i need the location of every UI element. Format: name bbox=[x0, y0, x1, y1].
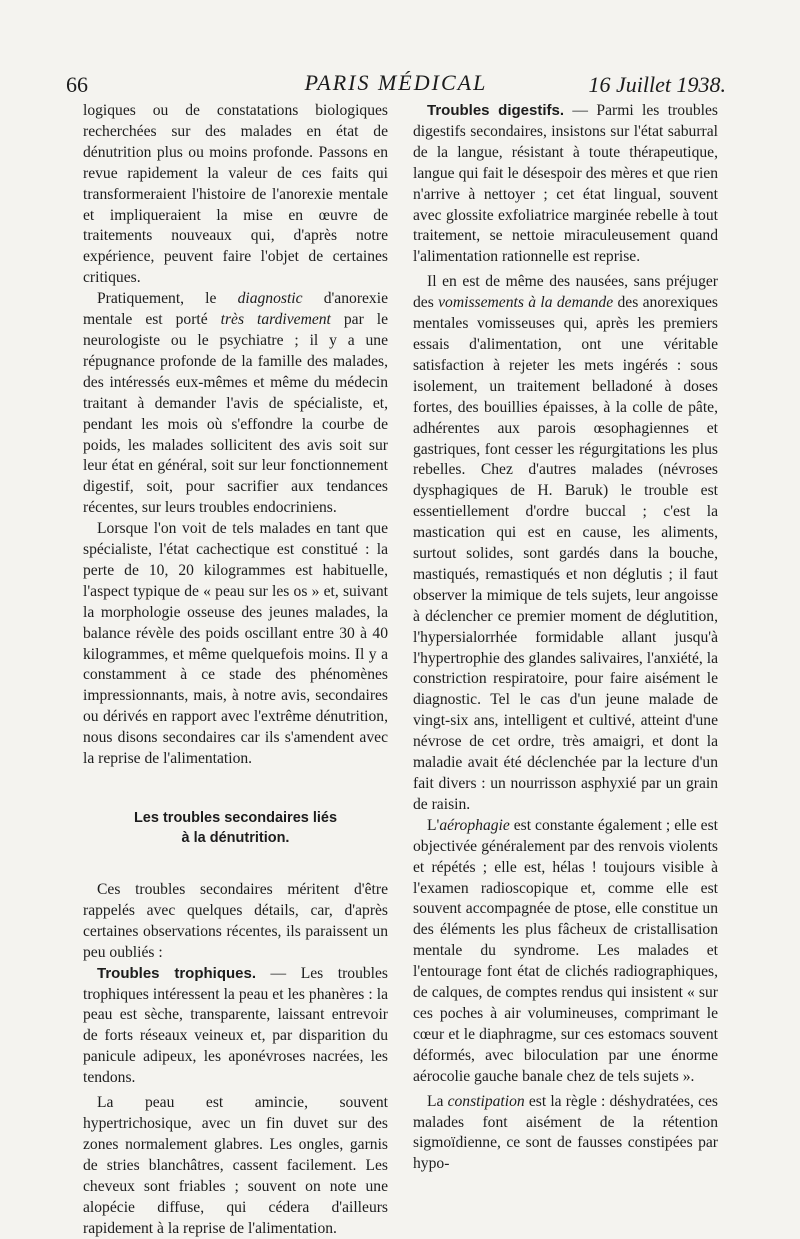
page-number: 66 bbox=[66, 72, 88, 97]
paragraph-vomissements: Il en est de même des nausées, sans préjuger des vomissements à la demande des anorexiques mentales vomisseuses qui, après les premiers essais d'alimentation, ont une véritable satisfaction à rejeter les mets ingérés : sous isolement, un traitement belladoné à doses fortes, des bouillies épaisses, à la colle de pâte, adhérentes aux parois œsophagiennes et gastriques, font cesser les régurgitations les plus rebelles. Chez d'autres malades (névroses dysphagiques de H. Baruk) le trouble est essentiellement d'ordre buccal ; c'est la mastication qui est en cause, les aliments, surtout solides, sont gardés dans la bouche, mastiqués, remastiqués et non déglutis ; il faut observer la mimique de tels sujets, leur angoisse à déclencher ce premier moment de déglutition, l'hypersialorrhée formidable allant jusqu'à l'hypertrophie des glandes salivaires, l'anxiété, la constriction respiratoire, pour faire aisément le diagnostic. Tel le cas d'un jeune malade de vingt-six ans, intelligent et cultivé, atteint d'une névrose de cet ordre, très amaigri, et dont la maladie avait été déclenchée par la lecture d'un fait divers : un nourrisson asphyxié par un grain de raisin. bbox=[413, 273, 718, 813]
paragraph-troubles-trophiques: Troubles trophiques. — Les troubles trophiques intéressent la peau et les phanères : la peau est sèche, transparente, laissant entrevoir de forts réseaux veineux et, par disparition du panicule adipeux, les aponévroses nacrées, les tendons. bbox=[83, 964, 388, 1087]
paragraph: Lorsque l'on voit de tels malades en tant que spécialiste, l'état cachectique est constitué : la perte de 10, 20 kilogrammes est habituelle, l'aspect typique de « peau sur les os » et, suivant la morphologie osseuse des jeunes malades, la balance révèle des poids oscillant entre 30 à 40 kilogrammes, et même quelquefois moins. Il y a constamment à ce stade des phénomènes impressionnants, mais, à notre avis, secondaires ou dérivés en rapport avec l'extrême dénutrition, nous disons secondaires car ils s'amendent avec la reprise de l'alimentation. bbox=[83, 520, 388, 768]
emphasis-tres-tardivement: très tardivement bbox=[220, 311, 331, 329]
section-heading: Les troubles secondaires liés à la dénutrition. bbox=[133, 810, 338, 846]
emphasis-diagnostic: diagnostic bbox=[237, 290, 303, 308]
run-in-heading: Troubles trophiques. bbox=[97, 964, 256, 982]
paragraph: logiques ou de constatations biologiques recherchées sur des malades en état de dénutrition plus ou moins profonde. Passons en revue rapidement la valeur de ces faits qui transformeraient l'histoire de l'anorexie mentale et impliqueraient la mise en œuvre de traitements nouveaux qui, d'après notre expérience, peuvent faire l'objet de certaines critiques. bbox=[83, 102, 388, 287]
left-column bbox=[83, 101, 388, 1239]
paragraph-troubles-digestifs: Troubles digestifs. — Parmi les troubles digestifs secondaires, insistons sur l'état saburral de la langue, résistant à toute thérapeutique, langue qui fait le désespoir des mères et que rien n'arrive à nettoyer ; cet état lingual, souvent avec glossite exfoliatrice marginée rebelle à tout traitement, se nettoie miraculeusement quand l'alimentation rationnelle est reprise. bbox=[413, 102, 719, 266]
paragraph: Ces troubles secondaires méritent d'être rappelés avec quelques détails, car, d'après certaines observations récentes, ils paraissent un peu oubliés : bbox=[83, 881, 388, 961]
right-column bbox=[413, 101, 718, 1175]
issue-date: 16 Juillet 1938. bbox=[588, 72, 726, 97]
paragraph: La peau est amincie, souvent hypertrichosique, avec un fin duvet sur des zones normalement glabres. Les ongles, garnis de stries blanchâtres, cassent facilement. Les cheveux sont friables ; souvent on note une alopécie diffuse, qui cédera d'ailleurs rapidement à la reprise de l'alimentation. bbox=[83, 1094, 388, 1237]
paragraph-aerophagie: L'aérophagie est constante également ; elle est objectivée généralement par des renvois violents et répétés ; elle est, hélas ! toujours visible à l'examen radioscopique et, comme elle est souvent accompagnée de ptose, elle constitue un des éléments les plus fâcheux de cristallisation mentale du syndrome. Les malades et l'entourage font état de clichés radiographiques, de calques, de comptes rendus qui insistent « sur ces poches à air volumineuses, comprimant le cœur et le diaphragme, sur ces estomacs souvent déformés, avec biloculation par une énorme aérocolie gauche banale chez de tels sujets ». bbox=[413, 816, 718, 1085]
run-in-heading: Troubles digestifs. bbox=[427, 102, 565, 119]
paragraph-diagnostic: Pratiquement, le diagnostic d'anorexie mentale est porté très tardivement par le neurologiste ou le psychiatre ; il y a une répugnance profonde de la famille des malades, des intéressés eux-mêmes et même du médecin traitant à demander l'avis de spécialiste, et, pendant les mois où s'effondre la courbe de poids, les malades sollicitent des avis soit sur leur état en général, soit sur leur fonctionnement digestif, soit, pour sacrifier aux tendances récentes, sur leurs troubles endocriniens. bbox=[83, 290, 388, 517]
emphasis-constipation: constipation bbox=[447, 1092, 525, 1110]
paragraph-constipation: La constipation est la règle : déshydratées, ces malades font aisément de la rétention sigmoïdienne, ce sont de fausses constipées par hypo- bbox=[413, 1092, 718, 1173]
emphasis-aerophagie: aérophagie bbox=[439, 816, 510, 834]
journal-title: PARIS MÉDICAL bbox=[304, 70, 488, 95]
emphasis-vomissements: vomissements à la demande bbox=[438, 294, 614, 312]
